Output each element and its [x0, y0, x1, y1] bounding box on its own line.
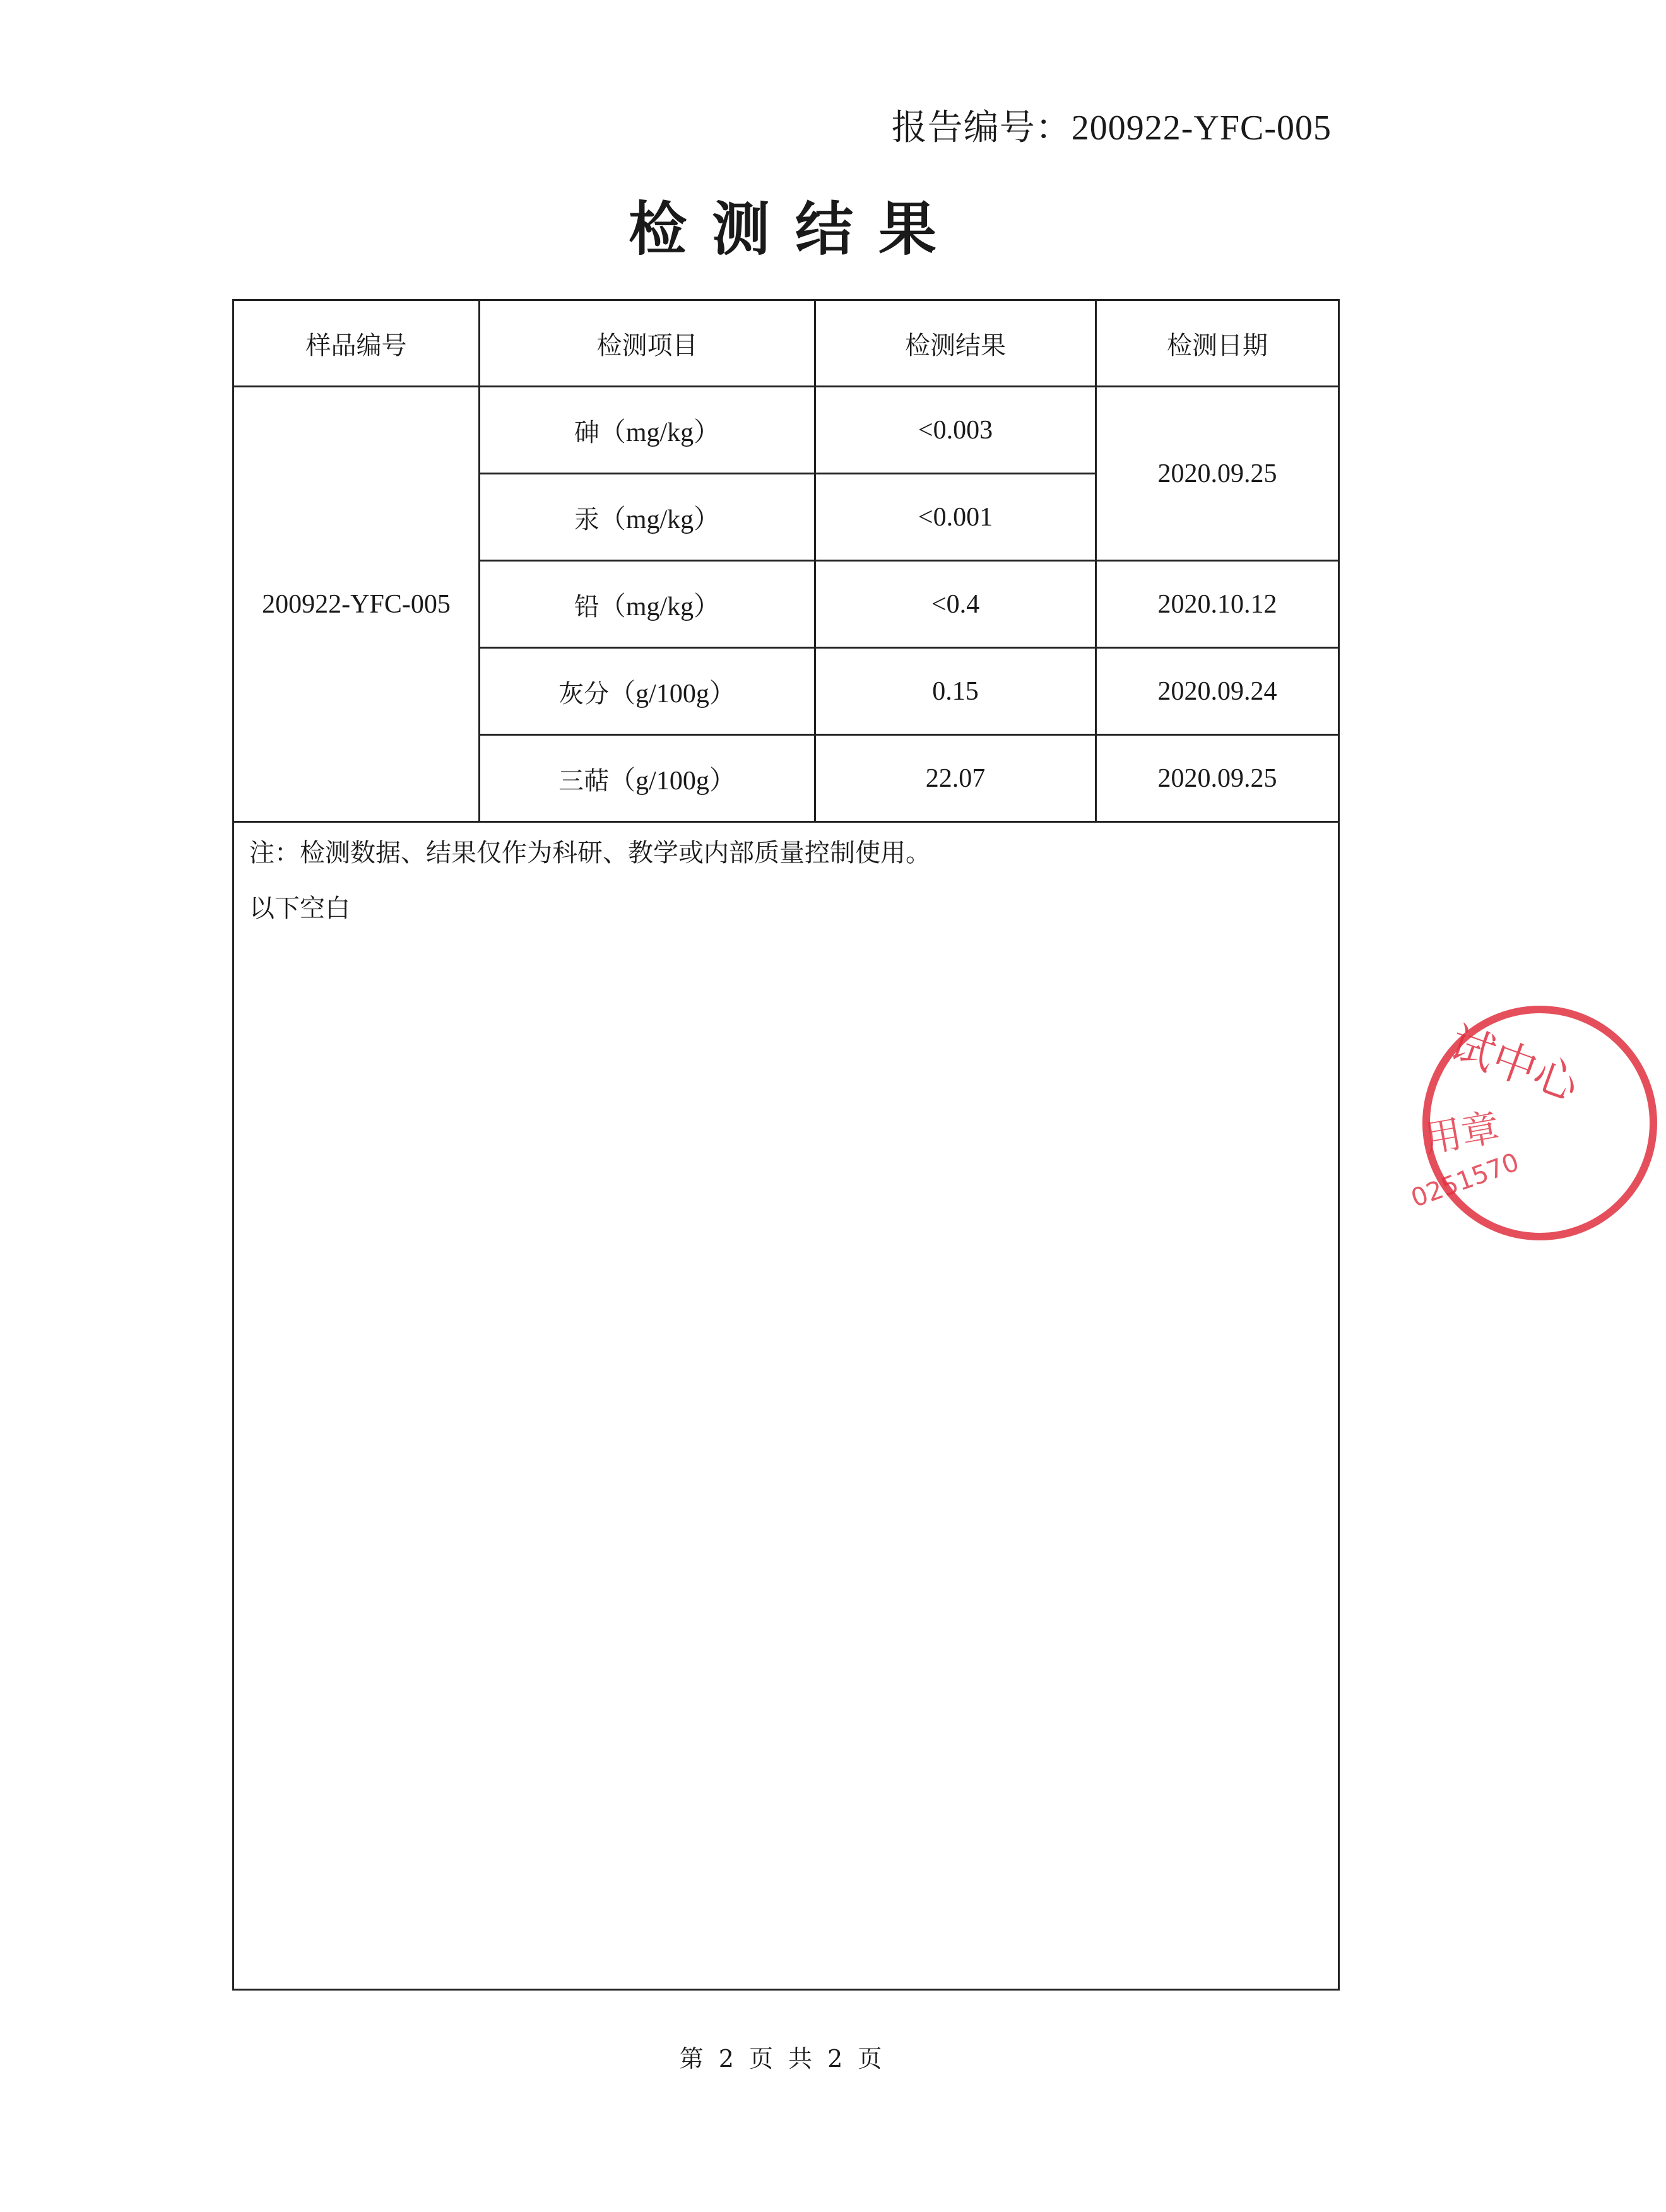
report-number-label: 报告编号： [891, 109, 1072, 148]
results-table [232, 299, 1340, 1991]
date-cell: 2020.09.25 [1096, 387, 1339, 561]
date-cell: 2020.09.25 [1096, 735, 1339, 822]
table-row [233, 387, 1339, 474]
column-header-test-item: 检测项目 [480, 300, 815, 387]
test-item-name: 汞 [574, 505, 600, 534]
test-item-unit: （mg/kg） [599, 592, 721, 621]
test-item-name: 砷 [574, 418, 600, 447]
page-title: 检测结果 [628, 196, 962, 263]
sample-id-cell: 200922-YFC-005 [233, 387, 480, 822]
report-number [892, 100, 1332, 150]
result-cell: <0.003 [815, 387, 1096, 474]
report-number-value: 200922-YFC-005 [1071, 109, 1332, 148]
result-cell: 0.15 [815, 648, 1096, 735]
test-item-name: 灰分 [558, 679, 610, 709]
page-number: 第 2 页 共 2 页 [679, 2045, 886, 2073]
notes-row [233, 822, 1339, 1990]
result-cell: <0.4 [815, 561, 1096, 648]
result-cell: 22.07 [815, 735, 1096, 822]
seal-text-2: 用章 [1421, 1105, 1503, 1162]
column-header-sample-id: 样品编号 [233, 300, 480, 387]
column-header-result: 检测结果 [815, 300, 1096, 387]
note-text: 注：检测数据、结果仅作为科研、教学或内部质量控制使用。 [249, 838, 931, 868]
date-cell: 2020.10.12 [1096, 561, 1339, 648]
test-item-cell [480, 735, 815, 822]
test-item-unit: （mg/kg） [599, 505, 721, 534]
notes-cell [233, 822, 1339, 1990]
official-seal-stamp [1407, 984, 1666, 1262]
test-item-cell [480, 474, 815, 561]
seal-text-1: 试中心 [1443, 1016, 1586, 1111]
test-item-cell [480, 561, 815, 648]
test-item-unit: （g/100g） [609, 679, 736, 709]
test-item-name: 铅 [574, 592, 600, 621]
table-header-row [233, 300, 1339, 387]
seal-text-3: 0251570 [1407, 1147, 1523, 1214]
blank-marker: 以下空白 [249, 894, 350, 923]
result-cell: <0.001 [815, 474, 1096, 561]
test-item-cell [480, 648, 815, 735]
test-item-unit: （g/100g） [609, 766, 736, 796]
column-header-date: 检测日期 [1096, 300, 1339, 387]
date-cell: 2020.09.24 [1096, 648, 1339, 735]
test-item-unit: （mg/kg） [599, 418, 721, 447]
test-item-cell [480, 387, 815, 474]
test-item-name: 三萜 [558, 766, 610, 796]
